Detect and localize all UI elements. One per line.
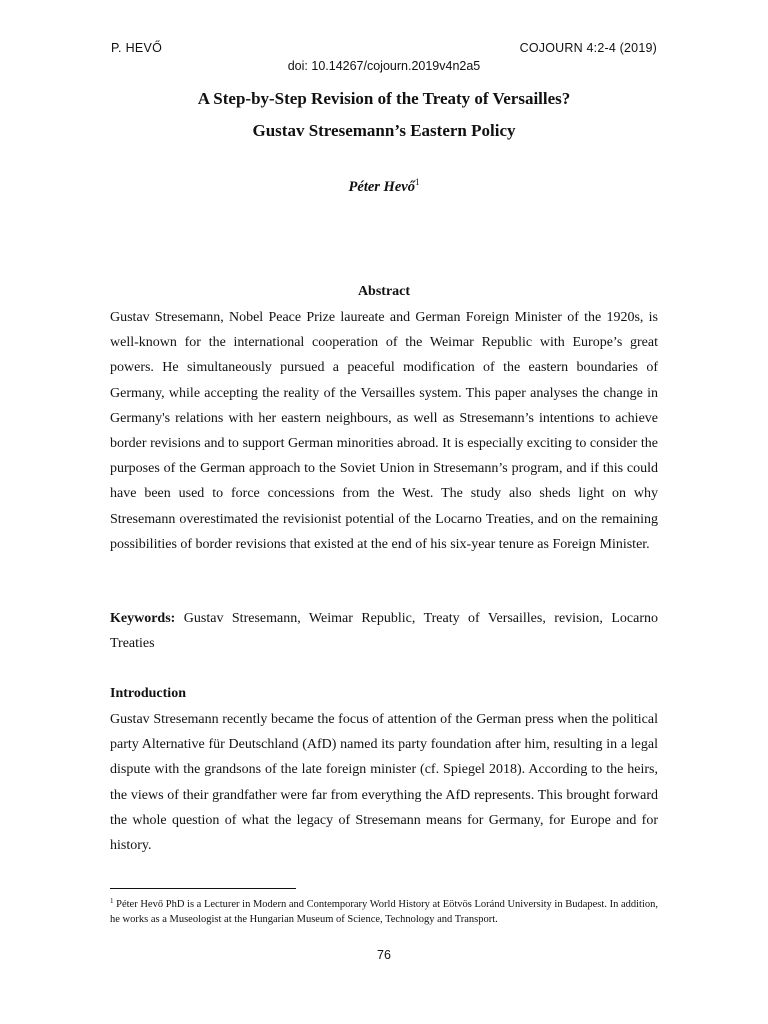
footnote xyxy=(110,894,658,927)
running-header-author: P. HEVŐ xyxy=(111,41,163,55)
footnote-mark: 1 xyxy=(110,897,114,905)
footnote-text: Péter Hevő PhD is a Lecturer in Modern and Contemporary World History at Eötvös Loránd University in Budapest. In addition, he works as a Museologist at the Hungarian Museum of Science, Technology and Transport. xyxy=(110,899,658,925)
footnote-divider xyxy=(110,888,296,889)
author-name: Péter Hevő xyxy=(348,179,415,195)
abstract-heading: Abstract xyxy=(357,284,411,299)
keywords-line xyxy=(110,606,658,656)
keywords-text: Gustav Stresemann, Weimar Republic, Treaty of Versailles, revision, Locarno Treaties xyxy=(110,611,658,652)
doi-line: doi: 10.14267/cojourn.2019v4n2a5 xyxy=(287,59,481,73)
introduction-heading: Introduction xyxy=(110,686,186,701)
introduction-text: Gustav Stresemann recently became the focus of attention of the German press when the political party Alternative für Deutschland (AfD) named its party foundation after him, resulting in a legal dispute with the grandsons of the late foreign minister (cf. Spiegel 2018). According to the heirs, the views of their grandfather were far from everything the AfD represents. This brought forward the whole question of what the legacy of Stresemann means for Germany, for Europe and for history. xyxy=(110,712,658,854)
keywords-label: Keywords: xyxy=(110,611,176,626)
paper-title-line-1: A Step-by-Step Revision of the Treaty of Versailles? xyxy=(197,89,571,108)
abstract-text: Gustav Stresemann, Nobel Peace Prize laureate and German Foreign Minister of the 1920s, is well-known for the international cooperation of the Weimar Republic with Europe’s great powers. He simultaneously pursued a peaceful modification of the eastern boundaries of Germany, while accepting the reality of the Versailles system. This paper analyses the change in Germany's relations with her eastern neighbours, as well as Stresemann’s intentions to achieve border revisions and to support German minorities abroad. It is especially exciting to consider the purposes of the German approach to the Soviet Union in Stresemann’s program, and if this could have been used to force concessions from the West. The study also sheds light on why Stresemann overestimated the revisionist potential of the Locarno Treaties, and on the remaining possibilities of border revisions that existed at the end of his six-year tenure as Foreign Minister. xyxy=(110,310,658,552)
paper-title-line-2: Gustav Stresemann’s Eastern Policy xyxy=(252,121,516,140)
running-header-journal: COJOURN 4:2-4 (2019) xyxy=(519,41,657,55)
author-byline xyxy=(0,177,768,196)
page-number: 76 xyxy=(377,948,391,962)
author-footnote-mark: 1 xyxy=(414,177,420,187)
